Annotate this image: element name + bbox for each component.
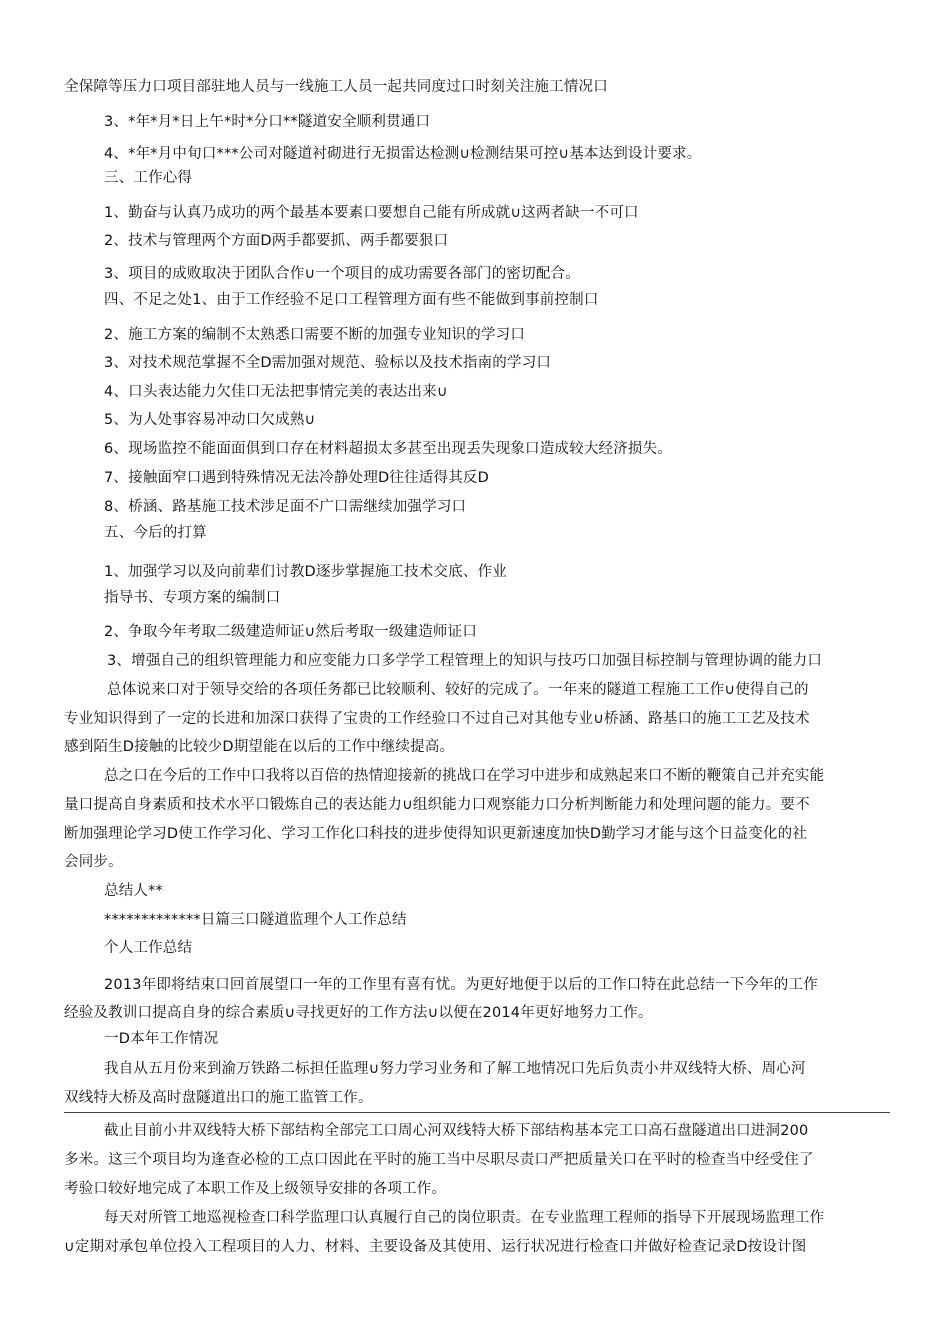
paragraph-line: 总之口在今后的工作中口我将以百倍的热情迎接新的挑战口在学习中进步和成熟起来口不断的鞭策自己并充实能 (104, 768, 825, 784)
section-heading: 三、工作心得 (104, 170, 193, 186)
text-line: 1、勤奋与认真乃成功的两个最基本要素口要想自己能有所成就∪这两者缺一不可口 (104, 205, 639, 221)
paragraph-line: 双线特大桥及高时盘隧道出口的施工监管工作。 (64, 1090, 373, 1106)
paragraph-line: 每天对所管工地巡视检查口科学监理口认真履行自己的岗位职责。在专业监理工程师的指导下开展现场监理工作 (104, 1210, 825, 1226)
paragraph-line: 量口提高自身素质和技术水平口锻炼自己的表达能力∪组织能力口观察能力口分析判断能力和处理问题的能力。要不 (64, 797, 810, 813)
text-line: 3、对技术规范掌握不全D需加强对规范、验标以及技术指南的学习口 (104, 355, 552, 371)
paragraph-line: 多米。这三个项目均为逢查必检的工点口因此在平时的施工当中尽职尽责口严把质量关口在平时的检查当中经受住了 (64, 1152, 814, 1168)
text-line: 2、技术与管理两个方面D两手都要抓、两手都要狠口 (104, 233, 449, 249)
text-line: 4、*年*月中旬口***公司对隧道衬砌进行无损雷达检测∪检测结果可控∪基本达到设计要求。 (104, 146, 702, 162)
section-heading: 四、不足之处1、由于工作经验不足口工程管理方面有些不能做到事前控制口 (104, 292, 599, 308)
text-line: 3、项目的成败取决于团队合作∪一个项目的成功需要各部门的密切配合。 (104, 266, 580, 282)
paragraph-line: 经验及教训口提高自身的综合素质∪寻找更好的工作方法∪以便在2014年更好地努力工作。 (64, 1005, 653, 1021)
horizontal-divider (64, 1112, 890, 1113)
section-heading: 个人工作总结 (104, 940, 193, 956)
paragraph-line: 专业知识得到了一定的长进和加深口获得了宝贵的工作经验口不过自己对其他专业∪桥涵、路基口的施工工艺及技术 (64, 711, 810, 727)
section-heading: 一D本年工作情况 (104, 1031, 219, 1047)
text-line: 指导书、专项方案的编制口 (104, 590, 281, 606)
paragraph-line: 考验口较好地完成了本职工作及上级领导安排的各项工作。 (64, 1181, 447, 1197)
paragraph-line: 截止目前小井双线特大桥下部结构全部完工口周心河双线特大桥下部结构基本完工口高石盘隧道出口进洞200 (104, 1123, 809, 1139)
text-line: 6、现场监控不能面面俱到口存在材料超损太多甚至出现丢失现象口造成较大经济损失。 (104, 441, 673, 457)
text-line: 全保障等压力口项目部驻地人员与一线施工人员一起共同度过口时刻关注施工情况口 (64, 79, 608, 95)
paragraph-line: ∪定期对承包单位投入工程项目的人力、材料、主要设备及其使用、运行状况进行检查口并做好检查记录D按设计图 (64, 1239, 807, 1255)
text-line: 4、口头表达能力欠佳口无法把事情完美的表达出来∪ (104, 384, 448, 400)
text-line: 1、加强学习以及向前辈们讨教D逐步掌握施工技术交底、作业 (104, 564, 507, 580)
text-line: 5、为人处事容易冲动口欠成熟∪ (104, 412, 316, 428)
author-line: 总结人** (104, 883, 163, 899)
paragraph-line: 总体说来口对于领导交给的各项任务都已比较顺利、较好的完成了。一年来的隧道工程施工工作∪使得自己的 (107, 682, 809, 698)
paragraph-line: 感到陌生D接触的比较少D期望能在以后的工作中继续提高。 (64, 739, 455, 755)
paragraph-line: 我自从五月份来到渝万铁路二标担任监理∪努力学习业务和了解工地情况口先后负责小井双线特大桥、周心河 (104, 1061, 806, 1077)
text-line: 8、桥涵、路基施工技术涉足面不广口需继续加强学习口 (104, 499, 467, 515)
paragraph-line: 会同步。 (64, 854, 123, 870)
text-line: 2、争取今年考取二级建造师证∪然后考取一级建造师证口 (104, 624, 478, 640)
text-line: 3、增强自己的组织管理能力和应变能力口多学学工程管理上的知识与技巧口加强目标控制与管理协调的能力口 (107, 653, 823, 669)
section-heading: 五、今后的打算 (104, 525, 207, 541)
paragraph-line: 断加强理论学习D使工作学习化、学习工作化口科技的进步使得知识更新速度加快D勤学习才能与这个日益变化的社 (64, 826, 808, 842)
article-title: *************日篇三口隧道监理个人工作总结 (104, 912, 407, 928)
text-line: 2、施工方案的编制不太熟悉口需要不断的加强专业知识的学习口 (104, 327, 526, 343)
text-line: 7、接触面窄口遇到特殊情况无法冷静处理D往往适得其反D (104, 470, 489, 486)
text-line: 3、*年*月*日上午*时*分口**隧道安全顺利贯通口 (104, 114, 431, 130)
paragraph-line: 2013年即将结束口回首展望口一年的工作里有喜有忧。为更好地便于以后的工作口特在此总结一下今年的工作 (104, 977, 818, 993)
